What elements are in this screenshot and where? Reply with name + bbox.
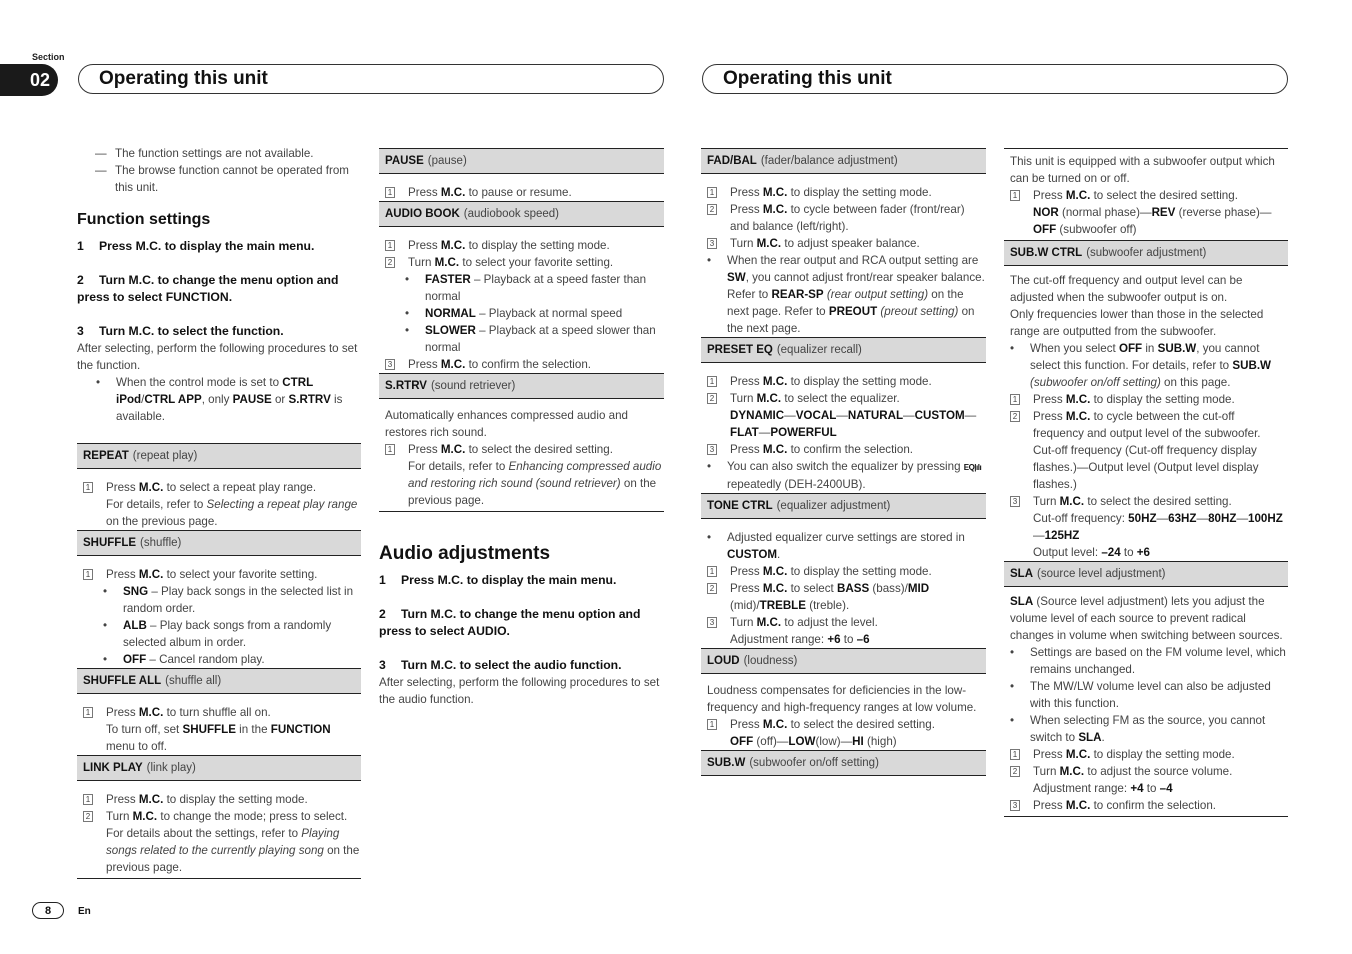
pause-header: PAUSE (pause)	[379, 148, 664, 174]
step-2: 2 Turn M.C. to change the menu option and press to select FUNCTION.	[77, 273, 339, 304]
subwctrl-header: SUB.W CTRL (subwoofer adjustment)	[1004, 240, 1288, 266]
loud-header: LOUD (loudness)	[701, 648, 986, 674]
subwctrl-section: The cut-off frequency and output level can be adjusted when the subwoofer output is on. Only frequencies lower than those in the selected range are outputted from the subwoofer. • When you select OFF in SUB.W, you cannot select this function. For details, refer to SUB.W (subwoofer on/off setting) on this page. 1 Press M.C. to display the setting mode. 2 Press M.C. to cycle between the cut-off frequency and output level of the subwoofer. Cut-off frequency (Cut-off frequency display flashes.)—Output level (Output level display flashes.) 3 Turn M.C. to select the desired setting. Cut-off frequency: 50HZ—63HZ—80HZ—100HZ—125HZ Output level: –24 to +6	[1010, 274, 1283, 559]
tonectrl-header: TONE CTRL (equalizer adjustment)	[701, 493, 986, 519]
tonectrl-section: • Adjusted equalizer curve settings are stored in CUSTOM. 1 Press M.C. to display the setting mode. 2 Press M.C. to select BASS (bass)/MID (mid)/TREBLE (treble). 3 Turn M.C. to adjust the level. Adjustment range: +6 to –6	[707, 531, 965, 646]
subw-header: SUB.W (subwoofer on/off setting)	[701, 750, 986, 776]
preseteq-header: PRESET EQ (equalizer recall)	[701, 337, 986, 363]
shuffle-section: 1 Press M.C. to select your favorite setting. • SNG – Play back songs in the selected list in random order. • ALB – Play back songs from a randomly selected album in order. • OFF – Cancel random play.	[77, 556, 361, 668]
note-item: — The browse function cannot be operated from this unit.	[95, 164, 349, 194]
step-3: 3 Turn M.C. to select the function.	[77, 324, 284, 338]
audio-step-1: 1 Press M.C. to display the main menu.	[379, 573, 617, 587]
repeat-header: REPEAT (repeat play)	[77, 443, 361, 469]
audiobook-header: AUDIO BOOK (audiobook speed)	[379, 201, 664, 227]
bullet-item: • When the control mode is set to CTRL iPod/CTRL APP, only PAUSE or S.RTRV is available.	[96, 376, 343, 423]
loud-section: Loudness compensates for deficiencies in the low-frequency and high-frequency ranges at low volume. 1 Press M.C. to select the desired setting. OFF (off)—LOW(low)—HI (high)	[707, 684, 977, 748]
language-label: En	[78, 906, 91, 917]
fadbal-section: 1 Press M.C. to display the setting mode. 2 Press M.C. to cycle between fader (front/rear) and balance (left/right). 3 Turn M.C. to adjust speaker balance. • When the rear output and RCA output setting are SW, you cannot adjust front/rear speaker balance. Refer to REAR-SP (rear output setting) on the next page. Refer to PREOUT (preout setting) on the next page.	[707, 186, 985, 335]
link-play-section: 1 Press M.C. to display the setting mode. 2 Turn M.C. to change the mode; press to select. For details about the settings, refer to Playing songs related to the currently playing song on the previous page.	[77, 781, 361, 879]
audio-step-3: 3 Turn M.C. to select the audio function.	[379, 658, 622, 672]
column-4	[1004, 148, 1288, 817]
step-3-text: After selecting, perform the following procedures to set the function.	[77, 342, 358, 372]
section-number-badge: 02	[0, 64, 58, 96]
note-item: — The function settings are not available.	[95, 147, 314, 160]
eq-button-icon: EQ|ılı	[963, 463, 982, 472]
step-1: 1 Press M.C. to display the main menu.	[77, 239, 315, 253]
audio-adjustments-heading: Audio adjustments	[379, 543, 551, 564]
pause-section: 1 Press M.C. to pause or resume.	[379, 174, 664, 201]
preseteq-section: 1 Press M.C. to display the setting mode. 2 Turn M.C. to select the equalizer. DYNAMIC—VOCAL—NATURAL—CUSTOM—FLAT—POWERFUL 3 Press M.C. to confirm the selection. • You can also switch the equalizer by pressing EQ|ılı repeatedly (DEH-2400UB).	[707, 375, 982, 491]
audio-step-2: 2 Turn M.C. to change the menu option and press to select AUDIO.	[379, 607, 641, 638]
audiobook-section: 1 Press M.C. to display the setting mode. 2 Turn M.C. to select your favorite setting. • FASTER – Playback at a speed faster than normal • NORMAL – Playback at normal speed • SLOWER – Playback at a speed slower than normal 3 Press M.C. to confirm the selection.	[379, 227, 664, 373]
link-play-header: LINK PLAY (link play)	[77, 755, 361, 781]
repeat-section: 1 Press M.C. to select a repeat play range. For details, refer to Selecting a repeat play range on the previous page.	[77, 469, 361, 530]
function-settings-heading: Function settings	[77, 211, 211, 228]
shuffle-header: SHUFFLE (shuffle)	[77, 530, 361, 556]
column-1	[77, 145, 361, 879]
subw-section: This unit is equipped with a subwoofer output which can be turned on or off. 1 Press M.C. to select the desired setting. NOR (normal phase)—REV (reverse phase)—OFF (subwoofer off)	[1004, 148, 1288, 238]
shuffle-all-section: 1 Press M.C. to turn shuffle all on. To turn off, set SHUFFLE in the FUNCTION menu to off.	[77, 694, 361, 755]
srtrv-section: Automatically enhances compressed audio and restores rich sound. 1 Press M.C. to select the desired setting. For details, refer to Enhancing compressed audio and restoring rich sound (sound retriever) on the previous page.	[379, 399, 664, 512]
column-3	[701, 148, 986, 776]
section-label: Section	[32, 52, 65, 62]
fadbal-header: FAD/BAL (fader/balance adjustment)	[701, 148, 986, 174]
column-2	[379, 148, 664, 708]
shuffle-all-header: SHUFFLE ALL (shuffle all)	[77, 668, 361, 694]
srtrv-header: S.RTRV (sound retriever)	[379, 373, 664, 399]
sla-section: SLA (Source level adjustment) lets you adjust the volume level of each source to prevent radical changes in volume when switching between sources. • Settings are based on the FM volume level, which remains unchanged. • The MW/LW volume level can also be adjusted with this function. • When selecting FM as the source, you cannot switch to SLA. 1 Press M.C. to display the setting mode. 2 Turn M.C. to adjust the source volume. Adjustment range: +4 to –4 3 Press M.C. to confirm the selection.	[1004, 587, 1288, 817]
page-number: 8	[32, 902, 64, 919]
page-title-right: Operating this unit	[702, 64, 1288, 94]
sla-header: SLA (source level adjustment)	[1004, 561, 1288, 587]
page-title-left: Operating this unit	[78, 64, 664, 94]
audio-step-3-text: After selecting, perform the following procedures to set the audio function.	[379, 676, 660, 706]
